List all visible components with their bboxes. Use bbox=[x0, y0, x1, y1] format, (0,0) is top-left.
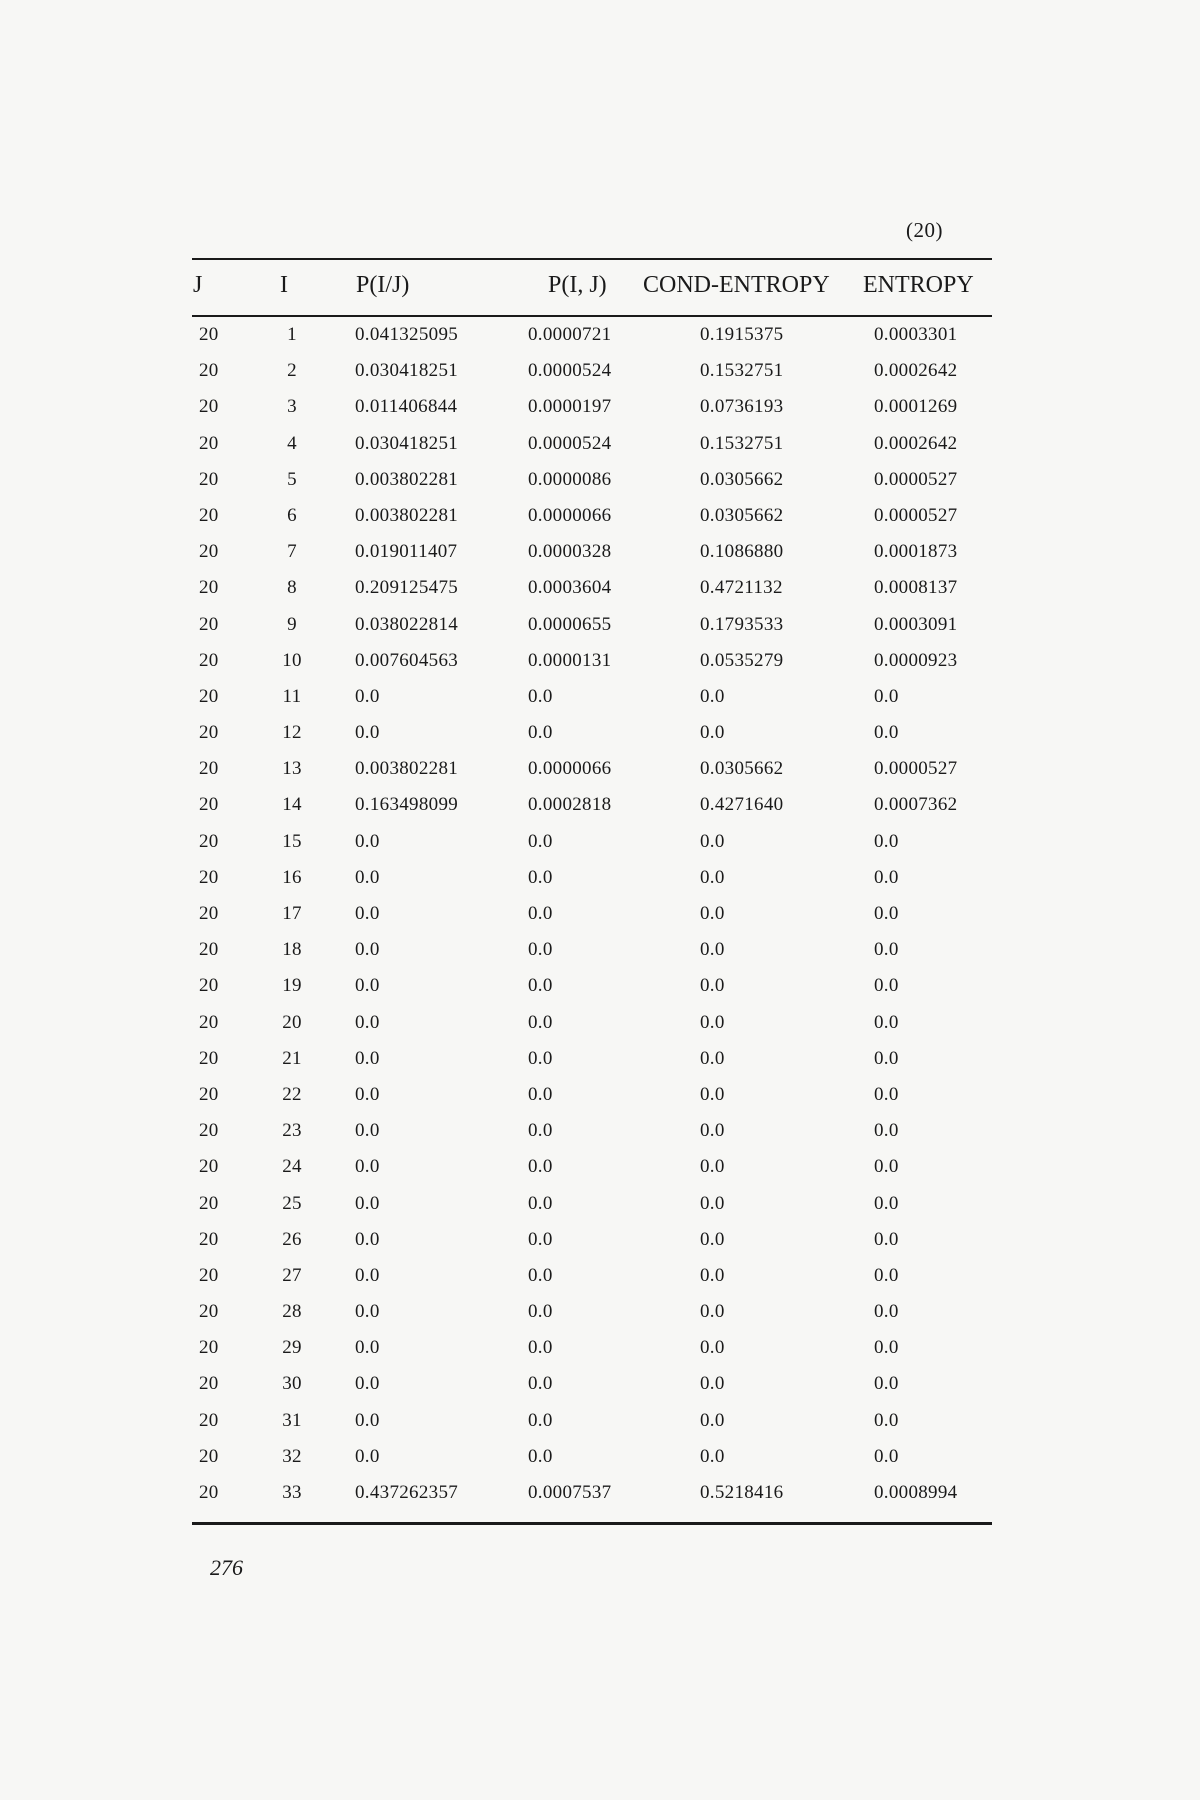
cell-i: 16 bbox=[282, 866, 302, 888]
cell-p-i-given-j: 0.163498099 bbox=[355, 794, 459, 816]
cell-cond-entropy: 0.0 bbox=[700, 1047, 725, 1069]
cell-cond-entropy: 0.0 bbox=[700, 1228, 725, 1250]
cell-i: 25 bbox=[282, 1192, 302, 1214]
header-i: I bbox=[280, 272, 288, 298]
cell-i: 3 bbox=[287, 396, 297, 418]
table-body bbox=[0, 323, 1200, 1517]
cell-cond-entropy: 0.0 bbox=[700, 939, 725, 961]
table-row bbox=[0, 432, 1200, 468]
cell-p-i-j: 0.0 bbox=[528, 903, 553, 924]
table-row bbox=[0, 1372, 1200, 1408]
cell-p-i-j: 0.0 bbox=[528, 866, 553, 888]
cell-p-i-j: 0.0 bbox=[528, 1373, 553, 1395]
cell-j: 20 bbox=[199, 939, 219, 961]
cell-j: 20 bbox=[199, 1301, 219, 1323]
table-row bbox=[0, 1228, 1200, 1264]
cell-p-i-j: 0.0000655 bbox=[528, 613, 612, 635]
table-row bbox=[0, 1011, 1200, 1047]
table-row bbox=[0, 1119, 1200, 1155]
table-row bbox=[0, 1083, 1200, 1119]
cell-p-i-j: 0.0002818 bbox=[528, 794, 612, 816]
cell-p-i-j: 0.0 bbox=[528, 1156, 553, 1178]
cell-cond-entropy: 0.0 bbox=[700, 1445, 725, 1467]
cell-p-i-given-j: 0.0 bbox=[355, 1409, 380, 1431]
cell-p-i-given-j: 0.0 bbox=[355, 1083, 380, 1105]
header-cond-entropy: COND-ENTROPY bbox=[643, 272, 830, 298]
table-row bbox=[0, 395, 1200, 431]
cell-entropy: 0.0 bbox=[874, 1445, 899, 1467]
cell-cond-entropy: 0.0 bbox=[700, 1337, 725, 1359]
cell-p-i-given-j: 0.038022814 bbox=[355, 613, 459, 635]
cell-p-i-j: 0.0 bbox=[528, 722, 553, 744]
cell-entropy: 0.0003091 bbox=[874, 613, 958, 635]
cell-entropy: 0.0 bbox=[874, 1192, 899, 1214]
cell-i: 5 bbox=[287, 468, 297, 490]
table-row bbox=[0, 757, 1200, 793]
cell-p-i-j: 0.0 bbox=[528, 1011, 553, 1033]
table-row bbox=[0, 1409, 1200, 1445]
cell-p-i-given-j: 0.0 bbox=[355, 1192, 380, 1214]
cell-j: 20 bbox=[199, 794, 219, 816]
cell-p-i-given-j: 0.0 bbox=[355, 1156, 380, 1178]
cell-p-i-given-j: 0.030418251 bbox=[355, 360, 459, 382]
cell-cond-entropy: 0.0 bbox=[700, 1156, 725, 1178]
cell-p-i-j: 0.0 bbox=[528, 830, 553, 852]
table-row bbox=[0, 1192, 1200, 1228]
cell-cond-entropy: 0.0535279 bbox=[700, 649, 784, 671]
cell-cond-entropy: 0.0 bbox=[700, 1373, 725, 1395]
cell-entropy: 0.0 bbox=[874, 1011, 899, 1033]
cell-cond-entropy: 0.0 bbox=[700, 866, 725, 888]
table-row bbox=[0, 613, 1200, 649]
table-row bbox=[0, 721, 1200, 757]
cell-p-i-j: 0.0 bbox=[528, 1120, 553, 1142]
cell-cond-entropy: 0.0 bbox=[700, 830, 725, 852]
cell-i: 23 bbox=[282, 1120, 302, 1142]
cell-j: 20 bbox=[199, 1482, 219, 1503]
cell-entropy: 0.0 bbox=[874, 1373, 899, 1395]
cell-i: 12 bbox=[282, 722, 302, 744]
cell-j: 20 bbox=[199, 866, 219, 888]
cell-p-i-j: 0.0 bbox=[528, 1192, 553, 1214]
cell-p-i-given-j: 0.0 bbox=[355, 1264, 380, 1286]
cell-entropy: 0.0 bbox=[874, 866, 899, 888]
cell-p-i-j: 0.0000066 bbox=[528, 504, 612, 526]
cell-j: 20 bbox=[199, 758, 219, 780]
header-entropy: ENTROPY bbox=[863, 272, 974, 298]
table-row bbox=[0, 359, 1200, 395]
cell-p-i-j: 0.0 bbox=[528, 1337, 553, 1359]
cell-p-i-j: 0.0000524 bbox=[528, 360, 612, 382]
cell-p-i-given-j: 0.0 bbox=[355, 939, 380, 961]
page-header-number: (20) bbox=[906, 218, 943, 242]
cell-p-i-j: 0.0000721 bbox=[528, 324, 612, 345]
cell-j: 20 bbox=[199, 1011, 219, 1033]
cell-cond-entropy: 0.1532751 bbox=[700, 360, 784, 382]
cell-j: 20 bbox=[199, 541, 219, 563]
cell-cond-entropy: 0.0 bbox=[700, 903, 725, 924]
cell-i: 1 bbox=[287, 324, 297, 345]
cell-entropy: 0.0 bbox=[874, 1264, 899, 1286]
table-row bbox=[0, 323, 1200, 359]
cell-i: 2 bbox=[287, 360, 297, 382]
cell-i: 20 bbox=[282, 1011, 302, 1033]
cell-i: 19 bbox=[282, 975, 302, 997]
cell-cond-entropy: 0.1793533 bbox=[700, 613, 784, 635]
cell-entropy: 0.0 bbox=[874, 722, 899, 744]
cell-cond-entropy: 0.0 bbox=[700, 1264, 725, 1286]
cell-p-i-j: 0.0 bbox=[528, 975, 553, 997]
cell-j: 20 bbox=[199, 1120, 219, 1142]
table-row bbox=[0, 649, 1200, 685]
cell-p-i-given-j: 0.0 bbox=[355, 1373, 380, 1395]
cell-i: 29 bbox=[282, 1337, 302, 1359]
cell-cond-entropy: 0.0 bbox=[700, 1011, 725, 1033]
cell-p-i-given-j: 0.007604563 bbox=[355, 649, 459, 671]
cell-p-i-j: 0.0000197 bbox=[528, 396, 612, 418]
table-row bbox=[0, 1047, 1200, 1083]
cell-j: 20 bbox=[199, 685, 219, 707]
cell-cond-entropy: 0.0305662 bbox=[700, 758, 784, 780]
cell-entropy: 0.0000527 bbox=[874, 468, 958, 490]
table-row bbox=[0, 576, 1200, 612]
table-row bbox=[0, 1481, 1200, 1517]
cell-p-i-j: 0.0000524 bbox=[528, 432, 612, 454]
table-row bbox=[0, 1445, 1200, 1481]
page-footer-number: 276 bbox=[210, 1555, 243, 1580]
cell-i: 15 bbox=[282, 830, 302, 852]
cell-i: 18 bbox=[282, 939, 302, 961]
cell-entropy: 0.0 bbox=[874, 1156, 899, 1178]
cell-cond-entropy: 0.0 bbox=[700, 1409, 725, 1431]
cell-j: 20 bbox=[199, 1083, 219, 1105]
cell-p-i-j: 0.0 bbox=[528, 1301, 553, 1323]
cell-entropy: 0.0007362 bbox=[874, 794, 958, 816]
cell-entropy: 0.0 bbox=[874, 1228, 899, 1250]
cell-i: 32 bbox=[282, 1445, 302, 1467]
header-p-i-j: P(I, J) bbox=[548, 272, 607, 298]
cell-cond-entropy: 0.0 bbox=[700, 1120, 725, 1142]
cell-entropy: 0.0000527 bbox=[874, 758, 958, 780]
cell-cond-entropy: 0.0305662 bbox=[700, 504, 784, 526]
cell-j: 20 bbox=[199, 504, 219, 526]
table-row bbox=[0, 540, 1200, 576]
header-j: J bbox=[193, 272, 203, 298]
cell-p-i-given-j: 0.0 bbox=[355, 1228, 380, 1250]
cell-i: 33 bbox=[282, 1482, 302, 1503]
cell-i: 4 bbox=[287, 432, 297, 454]
cell-entropy: 0.0 bbox=[874, 685, 899, 707]
cell-cond-entropy: 0.4271640 bbox=[700, 794, 784, 816]
cell-p-i-given-j: 0.0 bbox=[355, 830, 380, 852]
cell-p-i-j: 0.0 bbox=[528, 1445, 553, 1467]
cell-p-i-given-j: 0.041325095 bbox=[355, 324, 459, 345]
table-header-row bbox=[0, 258, 1200, 316]
cell-p-i-given-j: 0.0 bbox=[355, 1445, 380, 1467]
cell-p-i-j: 0.0 bbox=[528, 1083, 553, 1105]
cell-j: 20 bbox=[199, 468, 219, 490]
cell-entropy: 0.0 bbox=[874, 939, 899, 961]
cell-p-i-given-j: 0.019011407 bbox=[355, 541, 458, 563]
cell-j: 20 bbox=[199, 432, 219, 454]
cell-j: 20 bbox=[199, 1409, 219, 1431]
cell-entropy: 0.0003301 bbox=[874, 324, 958, 345]
cell-entropy: 0.0 bbox=[874, 1120, 899, 1142]
cell-j: 20 bbox=[199, 903, 219, 924]
cell-p-i-j: 0.0000328 bbox=[528, 541, 612, 563]
table-row bbox=[0, 1155, 1200, 1191]
cell-j: 20 bbox=[199, 1047, 219, 1069]
cell-i: 31 bbox=[282, 1409, 302, 1431]
table-bottom-rule bbox=[192, 1522, 992, 1525]
cell-i: 9 bbox=[287, 613, 297, 635]
cell-p-i-given-j: 0.0 bbox=[355, 1301, 380, 1323]
cell-p-i-j: 0.0 bbox=[528, 1228, 553, 1250]
cell-i: 26 bbox=[282, 1228, 302, 1250]
cell-i: 10 bbox=[282, 649, 302, 671]
cell-entropy: 0.0002642 bbox=[874, 360, 958, 382]
cell-entropy: 0.0001269 bbox=[874, 396, 958, 418]
cell-entropy: 0.0000923 bbox=[874, 649, 958, 671]
cell-p-i-given-j: 0.003802281 bbox=[355, 758, 459, 780]
cell-j: 20 bbox=[199, 830, 219, 852]
cell-p-i-given-j: 0.0 bbox=[355, 866, 380, 888]
table-row bbox=[0, 468, 1200, 504]
table-row bbox=[0, 938, 1200, 974]
cell-entropy: 0.0001873 bbox=[874, 541, 958, 563]
cell-entropy: 0.0 bbox=[874, 1047, 899, 1069]
table-row bbox=[0, 1264, 1200, 1300]
cell-cond-entropy: 0.0 bbox=[700, 1192, 725, 1214]
cell-i: 30 bbox=[282, 1373, 302, 1395]
cell-i: 13 bbox=[282, 758, 302, 780]
cell-p-i-j: 0.0000086 bbox=[528, 468, 612, 490]
cell-p-i-j: 0.0000131 bbox=[528, 649, 612, 671]
cell-p-i-given-j: 0.011406844 bbox=[355, 396, 458, 418]
cell-p-i-given-j: 0.003802281 bbox=[355, 468, 459, 490]
cell-p-i-given-j: 0.437262357 bbox=[355, 1482, 459, 1503]
table-row bbox=[0, 902, 1200, 938]
table-row bbox=[0, 974, 1200, 1010]
cell-j: 20 bbox=[199, 649, 219, 671]
cell-entropy: 0.0 bbox=[874, 903, 899, 924]
table-row bbox=[0, 1300, 1200, 1336]
cell-p-i-j: 0.0 bbox=[528, 1409, 553, 1431]
cell-p-i-given-j: 0.0 bbox=[355, 903, 380, 924]
cell-cond-entropy: 0.4721132 bbox=[700, 577, 783, 599]
cell-p-i-given-j: 0.0 bbox=[355, 975, 380, 997]
header-p-i-given-j: P(I/J) bbox=[356, 272, 410, 298]
cell-p-i-j: 0.0 bbox=[528, 1264, 553, 1286]
cell-p-i-j: 0.0007537 bbox=[528, 1482, 612, 1503]
cell-j: 20 bbox=[199, 613, 219, 635]
cell-p-i-given-j: 0.0 bbox=[355, 685, 380, 707]
cell-entropy: 0.0 bbox=[874, 975, 899, 997]
cell-entropy: 0.0000527 bbox=[874, 504, 958, 526]
cell-j: 20 bbox=[199, 1228, 219, 1250]
cell-p-i-j: 0.0 bbox=[528, 1047, 553, 1069]
cell-p-i-given-j: 0.209125475 bbox=[355, 577, 459, 599]
cell-j: 20 bbox=[199, 1445, 219, 1467]
cell-p-i-given-j: 0.003802281 bbox=[355, 504, 459, 526]
cell-j: 20 bbox=[199, 324, 219, 345]
table-row bbox=[0, 866, 1200, 902]
cell-p-i-j: 0.0 bbox=[528, 939, 553, 961]
cell-cond-entropy: 0.0 bbox=[700, 722, 725, 744]
cell-j: 20 bbox=[199, 1337, 219, 1359]
table-row bbox=[0, 793, 1200, 829]
cell-cond-entropy: 0.1086880 bbox=[700, 541, 784, 563]
cell-i: 22 bbox=[282, 1083, 302, 1105]
cell-cond-entropy: 0.5218416 bbox=[700, 1482, 784, 1503]
cell-j: 20 bbox=[199, 1373, 219, 1395]
cell-cond-entropy: 0.0 bbox=[700, 975, 725, 997]
cell-cond-entropy: 0.0 bbox=[700, 685, 725, 707]
cell-i: 21 bbox=[282, 1047, 302, 1069]
cell-entropy: 0.0008137 bbox=[874, 577, 958, 599]
cell-j: 20 bbox=[199, 1192, 219, 1214]
cell-j: 20 bbox=[199, 1156, 219, 1178]
cell-j: 20 bbox=[199, 722, 219, 744]
cell-cond-entropy: 0.1915375 bbox=[700, 324, 784, 345]
cell-entropy: 0.0 bbox=[874, 1083, 899, 1105]
cell-p-i-given-j: 0.0 bbox=[355, 1120, 380, 1142]
cell-j: 20 bbox=[199, 577, 219, 599]
cell-entropy: 0.0002642 bbox=[874, 432, 958, 454]
cell-cond-entropy: 0.0736193 bbox=[700, 396, 784, 418]
cell-j: 20 bbox=[199, 1264, 219, 1286]
cell-i: 24 bbox=[282, 1156, 302, 1178]
cell-entropy: 0.0008994 bbox=[874, 1482, 958, 1503]
cell-i: 17 bbox=[282, 903, 302, 924]
cell-p-i-j: 0.0000066 bbox=[528, 758, 612, 780]
cell-i: 11 bbox=[282, 685, 302, 707]
cell-i: 27 bbox=[282, 1264, 302, 1286]
cell-j: 20 bbox=[199, 360, 219, 382]
cell-i: 14 bbox=[282, 794, 302, 816]
cell-i: 6 bbox=[287, 504, 297, 526]
cell-j: 20 bbox=[199, 396, 219, 418]
table-row bbox=[0, 1336, 1200, 1372]
cell-i: 28 bbox=[282, 1301, 302, 1323]
cell-p-i-given-j: 0.0 bbox=[355, 1011, 380, 1033]
cell-p-i-j: 0.0 bbox=[528, 685, 553, 707]
cell-j: 20 bbox=[199, 975, 219, 997]
cell-p-i-given-j: 0.030418251 bbox=[355, 432, 459, 454]
cell-cond-entropy: 0.0 bbox=[700, 1301, 725, 1323]
cell-cond-entropy: 0.0 bbox=[700, 1083, 725, 1105]
cell-i: 8 bbox=[287, 577, 297, 599]
cell-entropy: 0.0 bbox=[874, 830, 899, 852]
table-row bbox=[0, 504, 1200, 540]
cell-p-i-j: 0.0003604 bbox=[528, 577, 612, 599]
table-row bbox=[0, 830, 1200, 866]
cell-entropy: 0.0 bbox=[874, 1337, 899, 1359]
cell-entropy: 0.0 bbox=[874, 1301, 899, 1323]
cell-cond-entropy: 0.1532751 bbox=[700, 432, 784, 454]
cell-cond-entropy: 0.0305662 bbox=[700, 468, 784, 490]
table-row bbox=[0, 685, 1200, 721]
cell-entropy: 0.0 bbox=[874, 1409, 899, 1431]
cell-p-i-given-j: 0.0 bbox=[355, 1047, 380, 1069]
cell-p-i-given-j: 0.0 bbox=[355, 722, 380, 744]
cell-p-i-given-j: 0.0 bbox=[355, 1337, 380, 1359]
cell-i: 7 bbox=[287, 541, 297, 563]
